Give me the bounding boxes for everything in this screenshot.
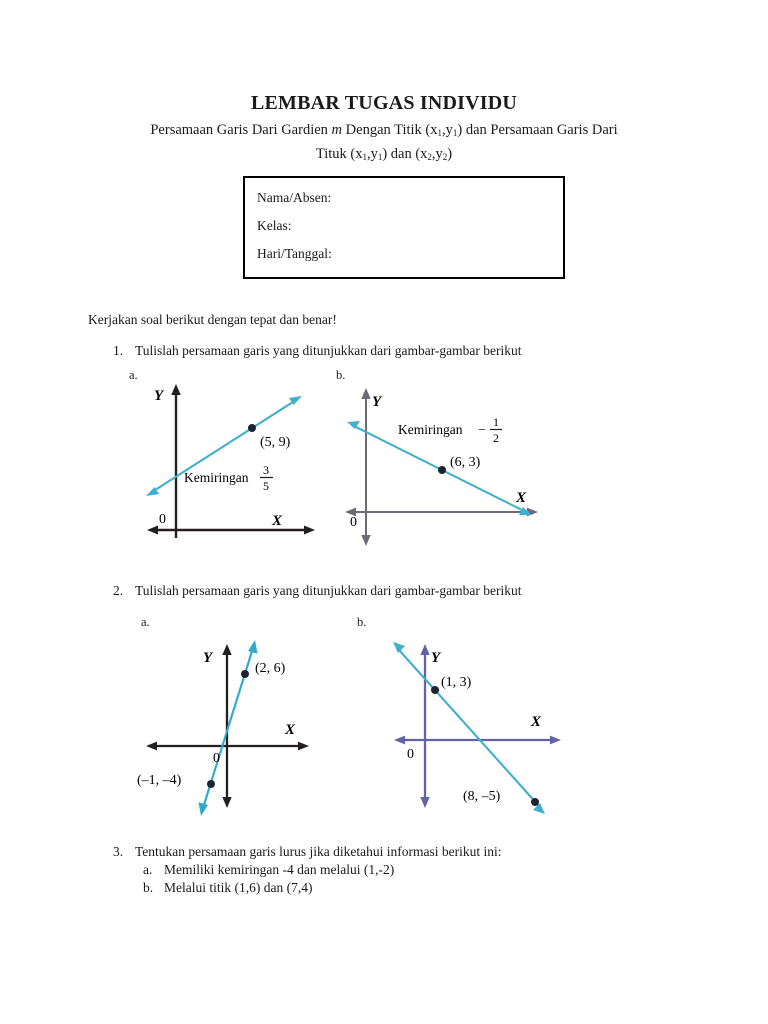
fig2a-point-label-1: (2, 6) [255,661,286,676]
subtitle-text-4: ) dan Persamaan Garis Dari [457,122,618,138]
question-3-item-b-text: Melalui titik (1,6) dan (7,4) [164,880,313,895]
fig2a-y-axis-label: Y [203,650,213,666]
subtitle-sub-2: 1 [452,128,458,138]
question-3-number: 3. [113,844,124,859]
question-1-number: 1. [113,343,124,358]
question-2-text: Tulislah persamaan garis yang ditunjukkan dari gambar-gambar berikut [135,583,522,598]
fig1b-x-axis-label: X [516,490,527,506]
fig1a-slope-denominator: 5 [263,479,269,493]
subtitle-text-1: Persamaan Garis Dari Gardien [150,122,332,138]
fig1a-origin-label: 0 [159,512,166,527]
instruction-text: Kerjakan soal berikut dengan tepat dan benar! [88,312,337,327]
subtitle-variable-m: m [331,122,343,138]
subtitle-text-5: Tituk (x [315,146,363,162]
subtitle-text-8: ,y [431,146,443,162]
subtitle-text-3: ,y [442,122,453,138]
fig2b-point-label-1: (1, 3) [441,675,472,690]
fig1b-origin-label: 0 [350,515,357,530]
figure-1b [342,378,552,548]
fig2b-point-label-2: (8, –5) [463,789,501,804]
field-label-hari-tanggal: Hari/Tanggal: [257,246,332,261]
question-2 [113,583,522,599]
fig2a-x-axis-label: X [285,722,296,738]
question-2-sub-a-label: a. [141,615,150,629]
question-2-sub-b-label: b. [357,615,367,629]
question-3 [113,844,501,860]
fig2a-point-label-2: (–1, –4) [137,773,182,788]
fig1b-slope-numerator: 1 [493,415,499,429]
subtitle-sub-5: 2 [427,152,432,162]
fig2b-y-axis-label: Y [431,650,441,666]
subtitle-sub-3: 1 [362,152,367,162]
fig2a-origin-label: 0 [213,751,220,766]
subtitle-sub-4: 1 [377,152,383,162]
fig1a-point-label: (5, 9) [260,435,291,450]
question-1-sub-a-label: a. [129,368,138,382]
subtitle-text-6: ,y [366,146,378,162]
fig2b-origin-label: 0 [407,747,414,762]
field-label-nama: Nama/Absen: [257,190,332,205]
figure-2b [383,628,593,818]
question-1-text: Tulislah persamaan garis yang ditunjukkan dari gambar-gambar berikut [135,343,522,358]
subtitle-text-9: ) [447,146,453,162]
page-title: LEMBAR TUGAS INDIVIDU [250,92,518,114]
subtitle-sub-1: 1 [437,128,442,138]
field-label-kelas: Kelas: [257,218,292,233]
fig1a-y-axis-label: Y [154,388,164,404]
question-3-item-b [143,880,312,896]
subtitle-text-2: Dengan Titik (x [342,122,438,138]
fig1b-point-label: (6, 3) [450,455,481,470]
question-3-text: Tentukan persamaan garis lurus jika diketahui informasi berikut ini: [135,844,502,859]
fig1b-slope-sign: − [478,422,486,437]
question-3-item-a [143,862,394,878]
subtitle-sub-6: 2 [442,152,448,162]
fig1a-slope-numerator: 3 [263,463,269,477]
fig1b-y-axis-label: Y [372,394,382,410]
fig1b-slope-denominator: 2 [493,431,499,445]
fig1a-slope-text: Kemiringan [184,470,249,485]
fig1a-x-axis-label: X [272,513,283,529]
figure-2a [135,628,335,818]
fig1b-slope-text: Kemiringan [398,422,463,437]
question-1-sub-b-label: b. [336,368,346,382]
question-1 [113,343,522,359]
fig2b-x-axis-label: X [531,714,542,730]
question-3-item-a-text: Memiliki kemiringan -4 dan melalui (1,-2) [164,862,395,877]
question-3-item-a-label: a. [143,862,153,877]
page-subtitle [96,120,672,168]
question-3-item-b-label: b. [143,880,154,895]
identity-box [243,176,565,279]
figure-1a [140,378,320,548]
subtitle-text-7: ) dan (x [382,146,428,162]
question-2-number: 2. [113,583,124,598]
